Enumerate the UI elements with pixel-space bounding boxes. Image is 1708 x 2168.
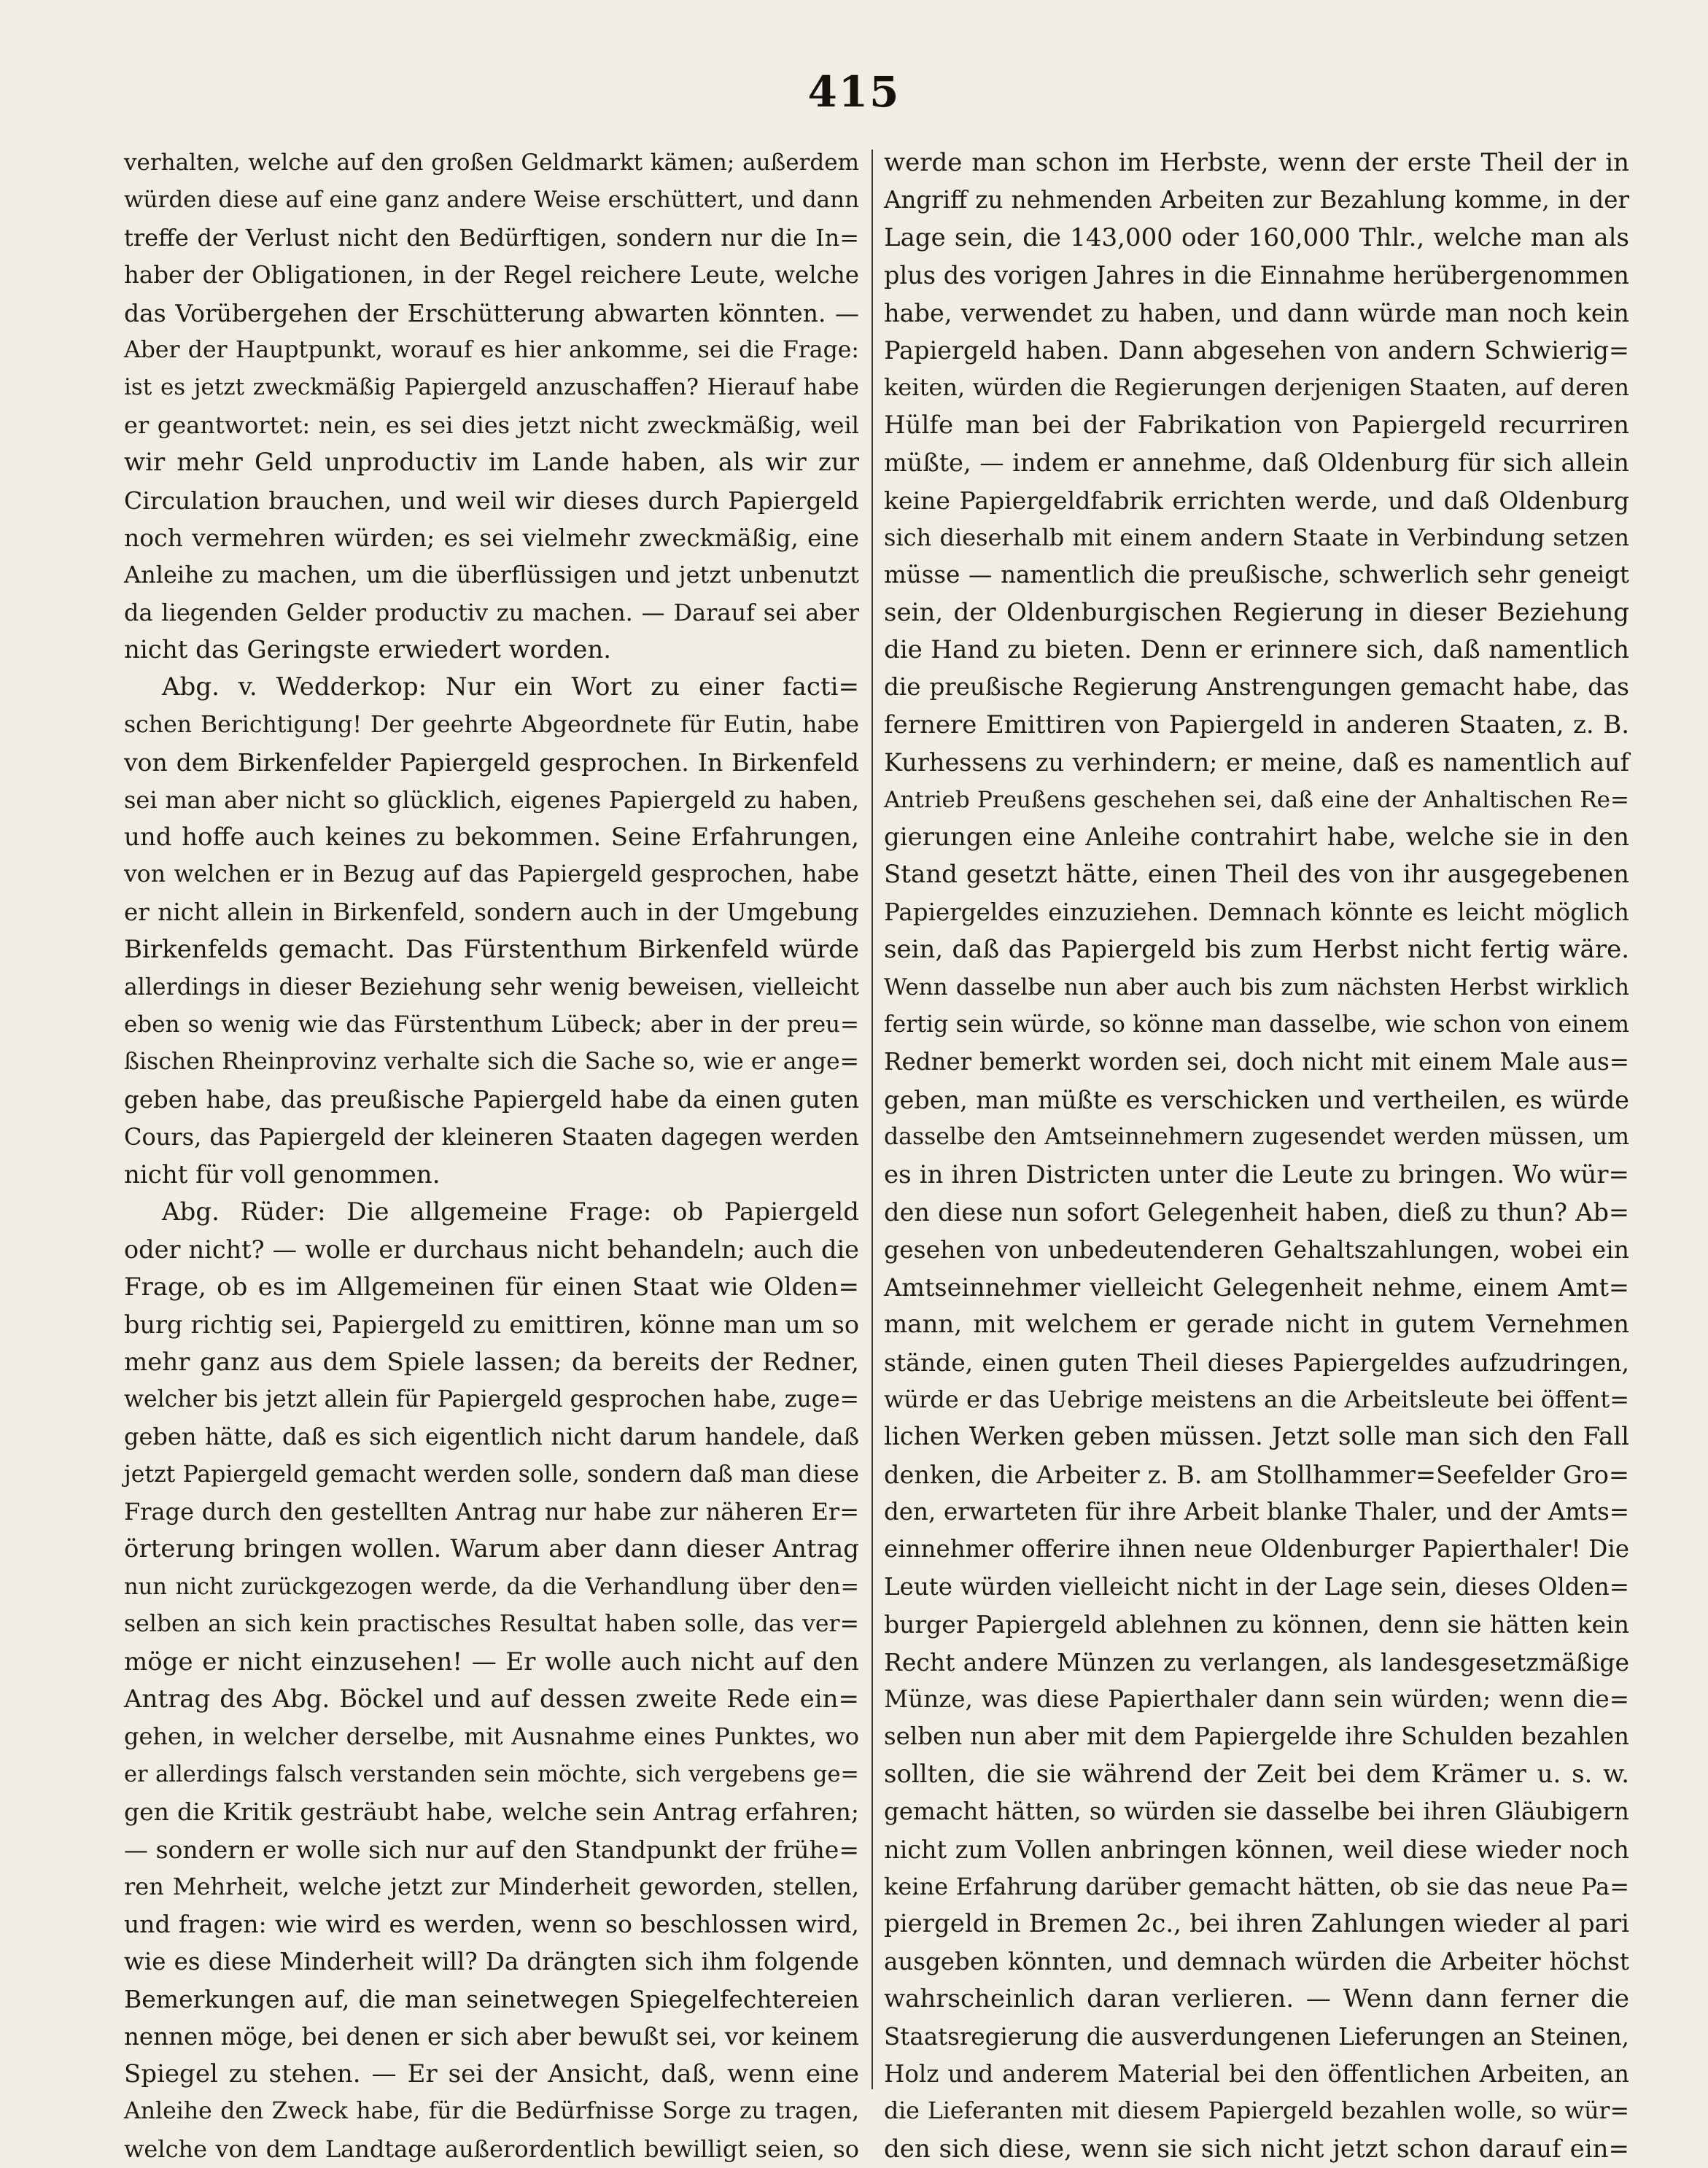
text-line: keine Papiergeldfabrik errichten werde, und daß Oldenburg [884,486,1629,515]
text-line: Kurhessens zu verhindern; er meine, daß es namentlich auf [884,748,1629,777]
text-line: geben habe, das preußische Papiergeld habe da einen guten [124,1085,859,1114]
text-line: Stand gesetzt hätte, einen Theil des von ihr ausgegebenen [884,860,1629,890]
text-line: Abg. v. Wedderkop: Nur ein Wort zu einer facti= [162,672,859,702]
text-line: nicht zum Vollen anbringen können, weil diese wieder noch [884,1835,1629,1864]
text-line: Cours, das Papiergeld der kleineren Staaten dagegen werden [124,1123,859,1151]
text-line: geben, man müßte es verschicken und vertheilen, es würde [884,1085,1629,1114]
text-line: und fragen: wie wird es werden, wenn so beschlossen wird, [124,1910,859,1939]
text-line: Recht andere Münzen zu verlangen, als landesgesetzmäßige [884,1647,1629,1676]
text-line: oder nicht? — wolle er durchaus nicht behandeln; auch die [124,1235,859,1264]
text-line: nennen möge, bei denen er sich aber bewußt sei, vor keinem [124,2022,859,2051]
text-line: Spiegel zu stehen. — Er sei der Ansicht, daß, wenn eine [124,2059,859,2089]
text-line: mann, mit welchem er gerade nicht in gutem Vernehmen [884,1310,1629,1340]
text-line: gierungen eine Anleihe contrahirt habe, welche sie in den [884,823,1629,852]
text-line: das Vorübergehen der Erschütterung abwarten könnten. — [124,298,859,327]
text-line: gen die Kritik gesträubt habe, welche sein Antrag erfahren; [124,1798,859,1827]
text-line: habe, verwendet zu haben, und dann würde man noch kein [884,298,1629,327]
text-line: würden diese auf eine ganz andere Weise erschüttert, und dann [124,187,860,214]
text-line: sein, der Oldenburgischen Regierung in dieser Beziehung [884,597,1629,627]
text-line: Anleihe zu machen, um die überflüssigen und jetzt unbenutzt [124,561,859,589]
text-line: sollten, die sie während der Zeit bei dem Krämer u. s. w. [884,1759,1629,1789]
text-line: die Lieferanten mit diesem Papiergeld bezahlen wolle, so wür= [884,2098,1629,2125]
text-line: wie es diese Minderheit will? Da drängten sich ihm folgende [124,1947,859,1975]
text-line: plus des vorigen Jahres in die Einnahme herübergenommen [884,261,1629,290]
text-line: schen Berichtigung! Der geehrte Abgeordnete für Eutin, habe [124,711,859,738]
text-line: noch vermehren würden; es sei vielmehr zweckmäßig, eine [124,523,859,552]
text-line: Staatsregierung die ausverdungenen Lieferungen an Steinen, [884,2022,1629,2051]
text-line: Aber der Hauptpunkt, worauf es hier ankomme, sei die Frage: [124,336,859,363]
text-line: Münze, was diese Papierthaler dann sein würden; wenn die= [884,1685,1629,1714]
text-line: burg richtig sei, Papiergeld zu emittiren, könne man um so [124,1310,859,1340]
text-line: den sich diese, wenn sie sich nicht jetzt schon darauf ein= [884,2134,1629,2164]
text-line: er allerdings falsch verstanden sein möchte, sich vergebens ge= [124,1761,859,1787]
text-line: jetzt Papiergeld gemacht werden solle, sondern daß man diese [124,1461,859,1488]
text-line: müsse — namentlich die preußische, schwerlich sehr geneigt [884,561,1629,589]
text-line: möge er nicht einzusehen! — Er wolle auch nicht auf den [124,1647,859,1676]
text-line: Frage durch den gestellten Antrag nur habe zur näheren Er= [124,1498,859,1526]
text-line: ausgeben könnten, und demnach würden die Arbeiter höchst [884,1947,1629,1975]
text-line: Leute würden vielleicht nicht in der Lage sein, dieses Olden= [884,1572,1629,1601]
text-line: von dem Birkenfelder Papiergeld gesprochen. In Birkenfeld [124,748,859,777]
text-line: selben an sich kein practisches Resultat haben solle, das ver= [124,1611,859,1638]
text-line: ist es jetzt zweckmäßig Papiergeld anzuschaffen? Hierauf habe [124,374,859,401]
text-line: gehen, in welcher derselbe, mit Ausnahme eines Punktes, wo [124,1722,859,1751]
text-line: er geantwortet: nein, es sei dies jetzt nicht zweckmäßig, weil [124,411,859,439]
text-line: nun nicht zurückgezogen werde, da die Verhandlung über den= [124,1574,859,1600]
text-line: piergeld in Bremen 2c., bei ihren Zahlungen wieder al pari [884,1909,1629,1939]
text-line: wir mehr Geld unproductiv im Lande haben, als wir zur [124,448,859,478]
text-line: Circulation brauchen, und weil wir dieses durch Papiergeld [124,486,859,515]
text-line: selben nun aber mit dem Papiergelde ihre Schulden bezahlen [884,1722,1629,1751]
text-line: Redner bemerkt worden sei, doch nicht mit einem Male aus= [884,1048,1629,1076]
text-line: Antrieb Preußens geschehen sei, daß eine der Anhaltischen Re= [884,786,1629,813]
text-line: und hoffe auch keines zu bekommen. Seine Erfahrungen, [124,823,859,852]
text-line: Wenn dasselbe nun aber auch bis zum nächsten Herbst wirklich [884,974,1629,1001]
text-line: Frage, ob es im Allgemeinen für einen Staat wie Olden= [124,1272,859,1302]
text-line: wahrscheinlich daran verlieren. — Wenn dann ferner die [884,1984,1629,2014]
text-line: haber der Obligationen, in der Regel reichere Leute, welche [124,261,859,290]
text-line: ßischen Rheinprovinz verhalte sich die Sache so, wie er ange= [124,1049,859,1076]
text-line: Antrag des Abg. Böckel und auf dessen zweite Rede ein= [124,1685,859,1714]
text-line: die preußische Regierung Anstrengungen gemacht habe, das [884,673,1629,702]
text-line: welche von dem Landtage außerordentlich bewilligt seien, so [124,2134,859,2163]
text-line: ren Mehrheit, welche jetzt zur Minderheit geworden, stellen, [124,1872,859,1900]
text-line: Amtseinnehmer vielleicht Gelegenheit nehme, einem Amt= [884,1273,1629,1302]
text-line: Lage sein, die 143,000 oder 160,000 Thlr., welche man als [884,222,1629,252]
text-line: sein, daß das Papiergeld bis zum Herbst nicht fertig wäre. [884,935,1629,965]
text-line: Papiergeld haben. Dann abgesehen von andern Schwierig= [884,335,1629,365]
text-line: keiten, würden die Regierungen derjenigen Staaten, auf deren [884,373,1629,402]
text-line: dasselbe den Amtseinnehmern zugesendet werden müssen, um [884,1124,1629,1151]
text-line: den diese nun sofort Gelegenheit haben, dieß zu thun? Ab= [884,1197,1629,1227]
text-line: gesehen von unbedeutenderen Gehaltszahlungen, wobei ein [884,1235,1629,1264]
text-line: werde man schon im Herbste, wenn der erste Theil der in [884,148,1629,177]
text-line: den, erwarteten für ihre Arbeit blanke Thaler, und der Amts= [884,1498,1629,1526]
text-line: Hülfe man bei der Fabrikation von Papiergeld recurriren [884,410,1629,440]
text-line: gemacht hätten, so würden sie dasselbe bei ihren Gläubigern [884,1798,1629,1826]
text-line: fertig sein würde, so könne man dasselbe, wie schon von einem [884,1011,1629,1038]
text-line: Bemerkungen auf, die man seinetwegen Spiegelfechtereien [124,1985,859,2014]
text-line: müßte, — indem er annehme, daß Oldenburg für sich allein [884,448,1629,478]
text-line: nicht das Geringste erwiedert worden. [124,635,612,665]
text-line: mehr ganz aus dem Spiele lassen; da bereits der Redner, [124,1347,859,1377]
left-text-column [124,144,860,2163]
text-line: er nicht allein in Birkenfeld, sondern auch in der Umgebung [124,898,859,926]
text-line: Holz und anderem Material bei den öffentlichen Arbeiten, an [884,2059,1629,2088]
text-line: es in ihren Districten unter die Leute zu bringen. Wo wür= [884,1159,1629,1189]
text-line: Papiergeldes einzuziehen. Demnach könnte es leicht möglich [884,898,1629,926]
text-line: denken, die Arbeiter z. B. am Stollhammer=Seefelder Gro= [884,1460,1629,1489]
text-line: einnehmer offerire ihnen neue Oldenburger Papierthaler! Die [884,1535,1629,1563]
text-line: sich dieserhalb mit einem andern Staate in Verbindung setzen [884,523,1629,551]
text-line: nicht für voll genommen. [124,1159,440,1189]
text-line: treffe der Verlust nicht den Bedürftigen, sondern nur die In= [124,223,859,252]
text-line: keine Erfahrung darüber gemacht hätten, ob sie das neue Pa= [884,1872,1629,1900]
text-line: da liegenden Gelder productiv zu machen. — Darauf sei aber [124,598,859,626]
text-line: Birkenfelds gemacht. Das Fürstenthum Birkenfeld würde [124,935,859,965]
text-line: Anleihe den Zweck habe, für die Bedürfnisse Sorge zu tragen, [124,2098,859,2125]
text-line: fernere Emittiren von Papiergeld in anderen Staaten, z. B. [884,710,1629,739]
column-divider [872,149,873,2089]
text-line: allerdings in dieser Beziehung sehr wenig beweisen, vielleicht [124,974,859,1001]
text-line: stände, einen guten Theil dieses Papiergeldes aufzudringen, [884,1348,1629,1377]
text-line: geben hätte, daß es sich eigentlich nicht darum handele, daß [124,1423,859,1451]
text-line: örterung bringen wollen. Warum aber dann dieser Antrag [124,1534,859,1564]
text-line: eben so wenig wie das Fürstenthum Lübeck; aber in der preu= [124,1011,859,1038]
text-line: Angriff zu nehmenden Arbeiten zur Bezahlung komme, in der [884,186,1629,214]
text-line: sei man aber nicht so glücklich, eigenes Papiergeld zu haben, [124,785,859,814]
text-line: würde er das Uebrige meistens an die Arbeitsleute bei öffent= [884,1385,1629,1413]
page-number: 415 [807,67,901,117]
text-line: Abg. Rüder: Die allgemeine Frage: ob Papiergeld [162,1197,859,1227]
text-line: — sondern er wolle sich nur auf den Standpunkt der frühe= [124,1835,859,1864]
text-line: lichen Werken geben müssen. Jetzt solle man sich den Fall [884,1422,1629,1452]
text-line: die Hand zu bieten. Denn er erinnere sich, daß namentlich [884,635,1629,665]
text-line: burger Papiergeld ablehnen zu können, denn sie hätten kein [884,1610,1629,1639]
text-line: welcher bis jetzt allein für Papiergeld gesprochen habe, zuge= [124,1386,859,1413]
right-text-column [884,144,1629,2164]
text-line: verhalten, welche auf den großen Geldmarkt kämen; außerdem [124,149,859,176]
text-line: von welchen er in Bezug auf das Papiergeld gesprochen, habe [124,861,859,888]
